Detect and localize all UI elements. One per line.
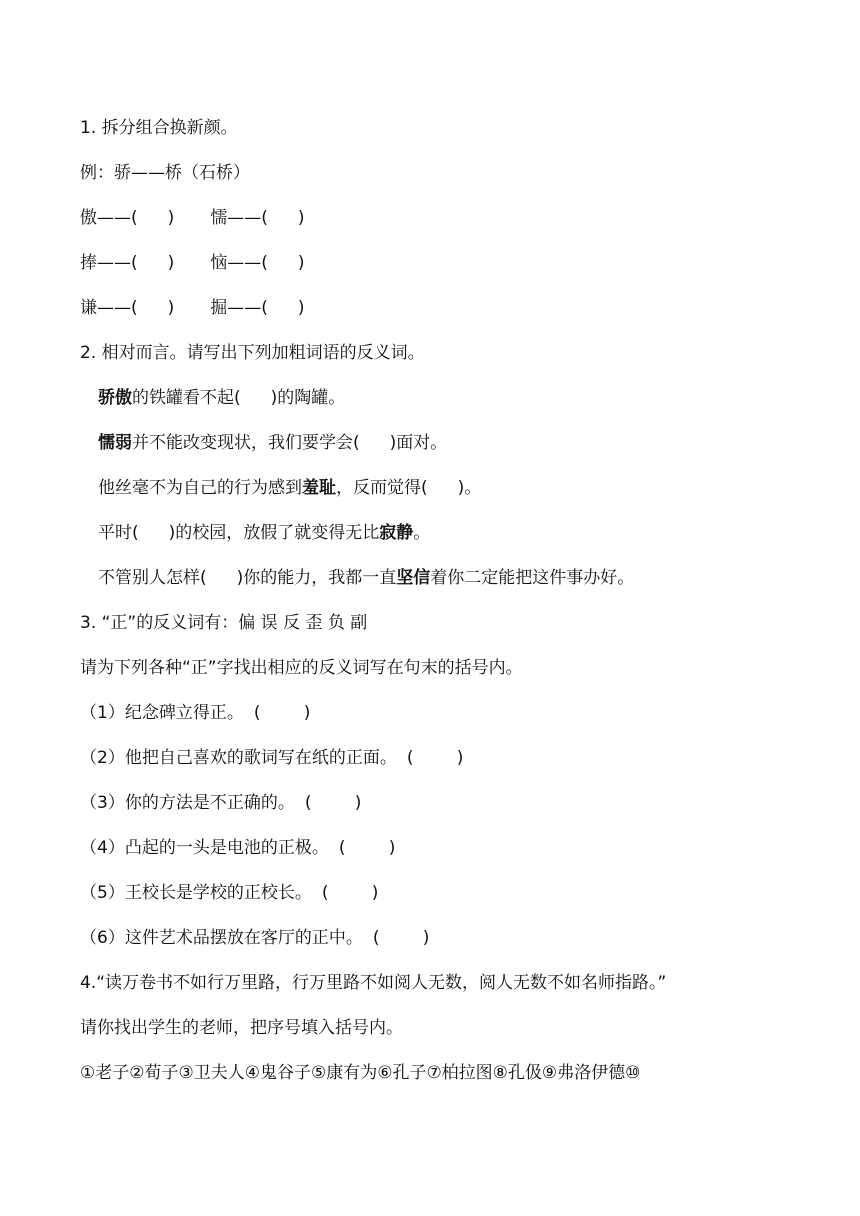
- q3-item-6-blank: ( ): [372, 928, 430, 948]
- q2-s2-text-a: 并不能改变现状，我们要学会(: [132, 433, 360, 453]
- q1-row-2-a: 捧——(: [80, 253, 138, 273]
- q2-s2-bold-word: 懦弱: [98, 433, 132, 453]
- q3-item-1-blank: ( ): [253, 703, 311, 723]
- q2-s4-text-c: 。: [413, 523, 431, 543]
- q2-s5-text-c: 着你二定能把这件事办好。: [430, 568, 635, 588]
- q2-s2-text-b: )面对。: [389, 433, 448, 453]
- q1-row-1-a: 傲——(: [80, 208, 138, 228]
- q3-item-5-text: （5）王校长是学校的正校长。: [80, 883, 312, 903]
- q1-row-1-b-close: ): [297, 208, 305, 228]
- q2-s5-bold-word: 坚信: [396, 568, 431, 588]
- q3-item-1: [80, 701, 310, 725]
- q1-row-3: [80, 296, 305, 320]
- q3-instruction: 请为下列各种“正”字找出相应的反义词写在句末的括号内。: [80, 658, 523, 678]
- q2-s4-bold-word: 寂静: [379, 523, 414, 543]
- q2-s3-text-a: ，反而觉得(: [336, 478, 428, 498]
- q2-title: 2. 相对而言。请写出下列加粗词语的反义词。: [80, 343, 425, 363]
- q2-s3-text-pre: 他丝毫不为自己的行为感到: [98, 478, 302, 498]
- q3-item-6-text: （6）这件艺术品摆放在客厅的正中。: [80, 928, 363, 948]
- q2-sentence-2: [98, 431, 447, 455]
- q1-row-1-a-close: ): [167, 208, 175, 228]
- q1-row-2-a-close: ): [167, 253, 175, 273]
- q2-s1-bold-word: 骄傲: [98, 388, 132, 408]
- q3-item-2-blank: ( ): [406, 748, 464, 768]
- q2-s4-text-a: 平时(: [98, 523, 139, 543]
- q1-title: 1. 拆分组合换新颜。: [80, 118, 238, 138]
- q3-item-5-blank: ( ): [321, 883, 379, 903]
- q4-title: 4.“读万卷书不如行万里路，行万里路不如阅人无数，阅人无数不如名师指路。”: [80, 973, 667, 993]
- q1-row-1: [80, 206, 305, 230]
- q1-row-2-b: 恼——(: [210, 253, 268, 273]
- q3-item-2-text: （2）他把自己喜欢的歌词写在纸的正面。: [80, 748, 397, 768]
- q3-item-3: [80, 791, 361, 815]
- q3-item-4-blank: ( ): [338, 838, 396, 858]
- q1-row-3-b: 掘——(: [210, 298, 268, 318]
- q2-s1-text-a: 的铁罐看不起(: [132, 388, 241, 408]
- q2-sentence-4: [98, 521, 430, 545]
- q4-instruction: 请你找出学生的老师，把序号填入括号内。: [80, 1018, 403, 1038]
- q1-row-3-a: 谦——(: [80, 298, 138, 318]
- q1-row-3-b-close: ): [297, 298, 305, 318]
- q2-sentence-5: [98, 566, 634, 590]
- q3-item-3-blank: ( ): [304, 793, 362, 813]
- q2-sentence-3: [98, 476, 481, 500]
- q2-s5-text-b: )你的能力，我都一直: [236, 568, 397, 588]
- q1-row-3-a-close: ): [167, 298, 175, 318]
- q3-item-6: [80, 926, 429, 950]
- q1-row-1-b: 懦——(: [210, 208, 268, 228]
- q3-item-4: [80, 836, 395, 860]
- q2-s5-text-a: 不管别人怎样(: [98, 568, 207, 588]
- q3-item-5: [80, 881, 378, 905]
- q3-item-1-text: （1）纪念碑立得正。: [80, 703, 244, 723]
- q1-row-2: [80, 251, 305, 275]
- q2-s1-text-b: )的陶罐。: [270, 388, 346, 408]
- q3-item-4-text: （4）凸起的一头是电池的正极。: [80, 838, 329, 858]
- q4-options: ①老子②荀子③卫夫人④鬼谷子⑤康有为⑥孔子⑦柏拉图⑧孔伋⑨弗洛伊德⑩: [80, 1063, 641, 1083]
- q2-s3-text-b: )。: [457, 478, 482, 498]
- q3-title: 3. “正”的反义词有：偏 误 反 歪 负 副: [80, 613, 368, 633]
- q1-example: 例：骄——桥（石桥）: [80, 163, 250, 183]
- q3-item-3-text: （3）你的方法是不正确的。: [80, 793, 295, 813]
- q2-s3-bold-word: 羞耻: [302, 478, 336, 498]
- q1-row-2-b-close: ): [297, 253, 305, 273]
- q2-s4-text-b: )的校园，放假了就变得无比: [168, 523, 380, 543]
- q2-sentence-1: [98, 386, 345, 410]
- q3-item-2: [80, 746, 463, 770]
